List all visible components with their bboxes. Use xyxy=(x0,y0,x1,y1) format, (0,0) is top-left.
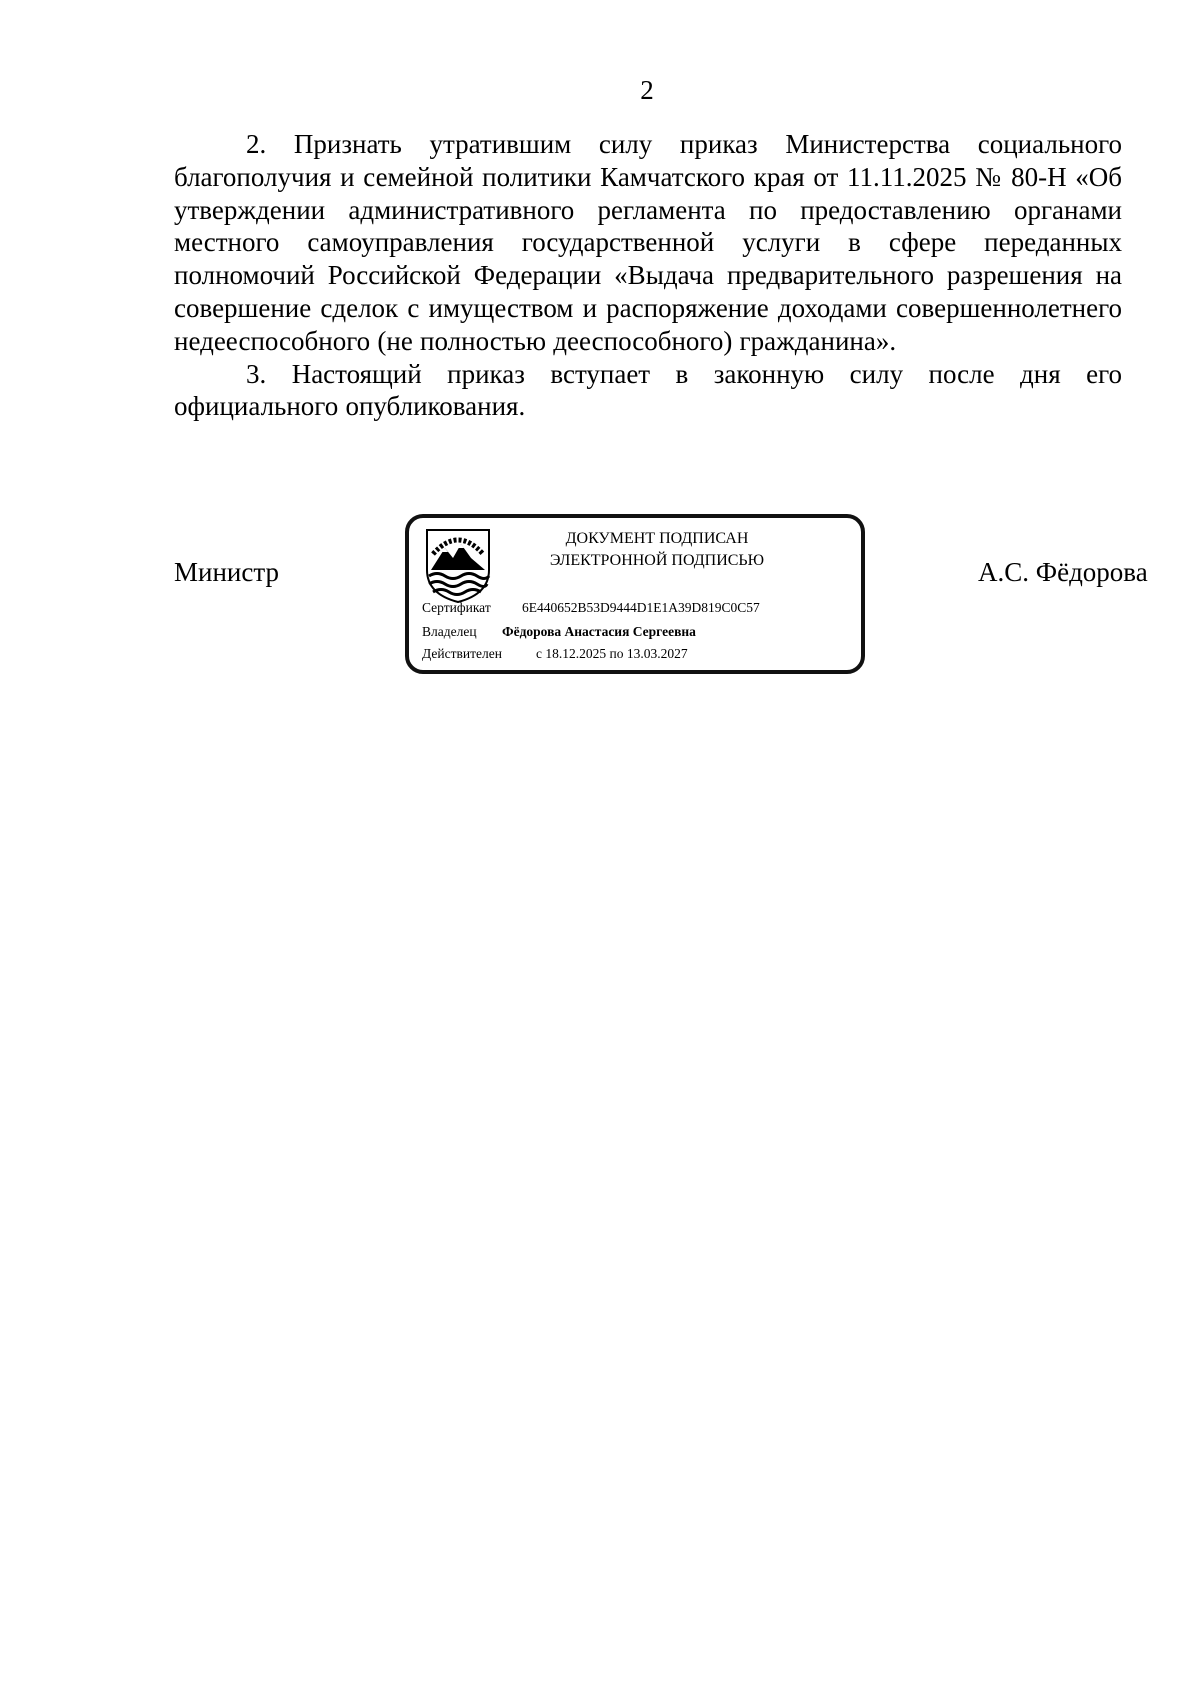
paragraph-3: 3. Настоящий приказ вступает в законную силу после дня его официального опубликования. xyxy=(174,358,1122,422)
validity-row xyxy=(422,646,688,662)
owner-label: Владелец xyxy=(422,624,477,639)
stamp-title-line-2: ЭЛЕКТРОННОЙ ПОДПИСЬЮ xyxy=(549,552,765,569)
document-body xyxy=(174,128,1122,423)
valid-value: с 18.12.2025 по 13.03.2027 xyxy=(536,646,688,661)
stamp-title xyxy=(497,528,817,572)
certificate-row xyxy=(422,600,760,616)
kamchatka-coat-of-arms-icon xyxy=(423,524,493,604)
paragraph-2: 2. Признать утратившим силу приказ Министерства социального благополучия и семейной политики Камчатского края от 11.11.2025 № 80-Н «Об утверждении административного регламента по предоставлению органами местного самоуправления государственной услуги в сфере переданных полномочий Российской Федерации «Выдача предварительного разрешения на совершение сделок с имуществом и распоряжение доходами совершеннолетнего недееспособного (не полностью дееспособного) гражданина». xyxy=(174,129,1122,356)
owner-row xyxy=(422,624,696,640)
stamp-title-line-1: ДОКУМЕНТ ПОДПИСАН xyxy=(565,530,749,547)
signatory-position: Министр xyxy=(174,557,279,587)
valid-label: Действителен xyxy=(422,646,502,661)
electronic-signature-stamp xyxy=(405,514,865,674)
page-number: 2 xyxy=(640,75,654,105)
signatory-name: А.С. Фёдорова xyxy=(978,557,1148,587)
certificate-value: 6E440652B53D9444D1E1A39D819C0C57 xyxy=(522,600,760,615)
owner-value: Фёдорова Анастасия Сергеевна xyxy=(502,624,696,639)
certificate-label: Сертификат xyxy=(422,600,491,615)
